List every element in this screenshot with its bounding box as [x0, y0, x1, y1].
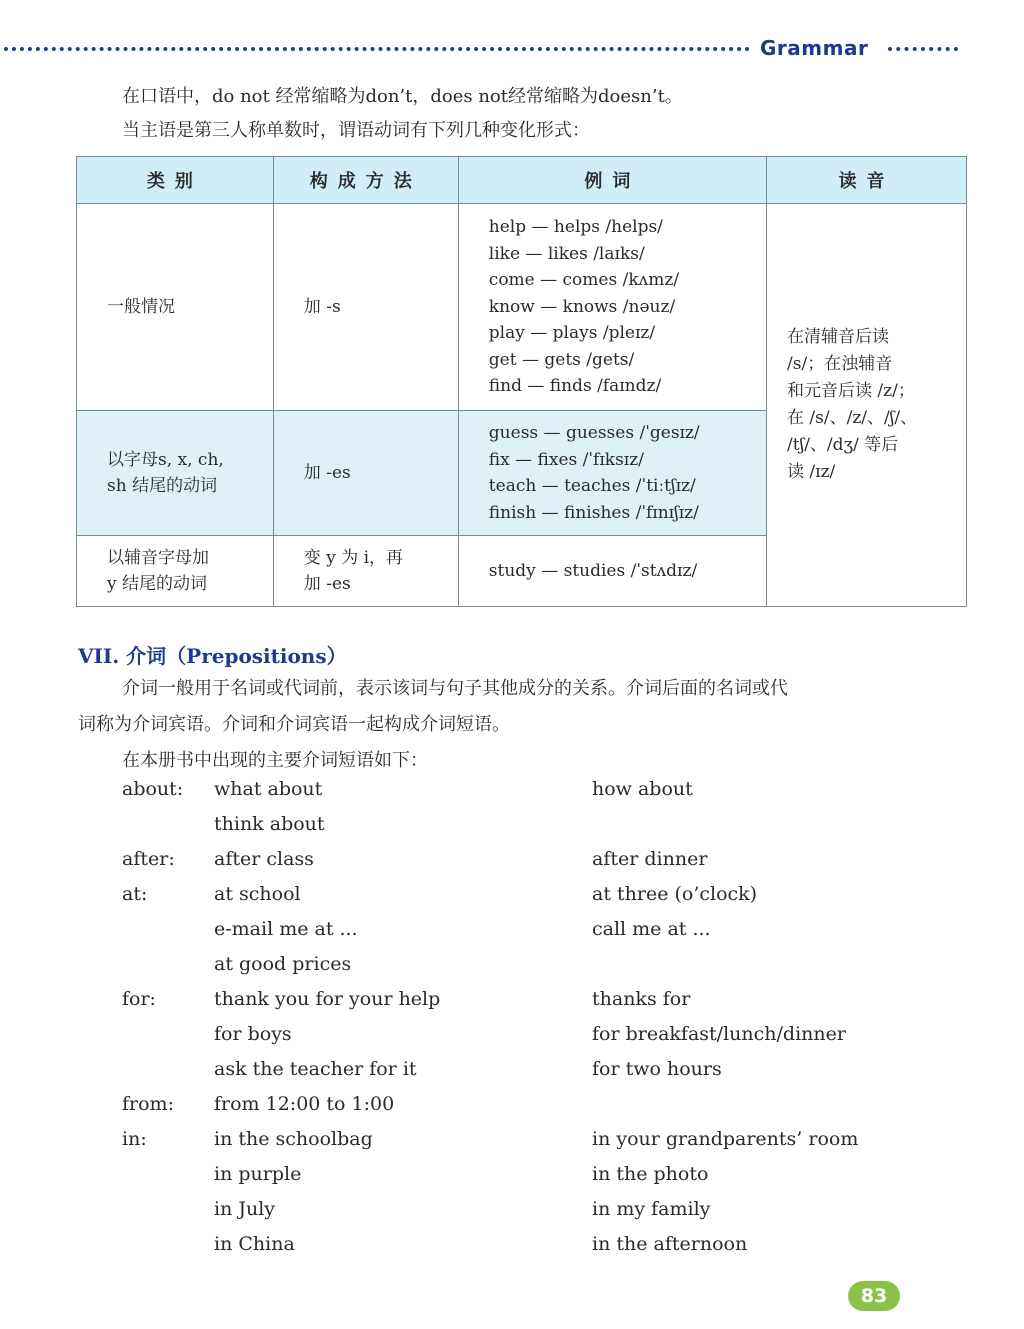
- method-text: 加 -s: [303, 297, 341, 317]
- phrase-col-2: in your grandparents’ room: [592, 1128, 859, 1150]
- preposition-key: for:: [122, 988, 156, 1010]
- phrase-col-1: thank you for your help: [214, 988, 441, 1010]
- table-header-row: [77, 157, 967, 204]
- phrase-col-1: in July: [214, 1198, 276, 1220]
- method-cell: [273, 411, 458, 536]
- list-item: [122, 1233, 982, 1268]
- phrase-col-2: call me at ...: [592, 918, 711, 940]
- phrase-col-1: in China: [214, 1233, 295, 1255]
- preposition-key: after:: [122, 848, 175, 870]
- category-cell: [77, 536, 274, 607]
- example-word: know — knows /nəuz/: [488, 296, 676, 317]
- list-item: [122, 1058, 982, 1093]
- list-item: [122, 1128, 982, 1163]
- list-item: [122, 988, 982, 1023]
- phrase-col-1: at good prices: [214, 953, 352, 975]
- header-method: 构成方法: [273, 157, 458, 204]
- category-text: 一般情况: [107, 297, 175, 317]
- examples-cell: [458, 536, 766, 607]
- phrase-col-1: at school: [214, 883, 301, 905]
- list-item: [122, 883, 982, 918]
- header-category: 类别: [77, 157, 274, 204]
- intro-line-1: 在口语中，do not 经常缩略为don’t，does not经常缩略为doesn’t。: [122, 86, 683, 107]
- pronunciation-line: /s/；在浊辅音: [787, 354, 893, 374]
- category-text: y 结尾的动词: [107, 574, 208, 594]
- page-number-badge: 83: [848, 1281, 900, 1311]
- verb-form-table: [76, 156, 967, 607]
- header-dotted-rule-right: [888, 47, 958, 51]
- page-header: [0, 36, 1024, 60]
- section-7-para-2: 词称为介词宾语。介词和介词宾语一起构成介词短语。: [78, 714, 510, 735]
- phrase-col-2: in the photo: [592, 1163, 709, 1185]
- list-item: [122, 813, 982, 848]
- pronunciation-line: 读 /ɪz/: [787, 462, 836, 482]
- header-dotted-rule-left: [4, 47, 750, 51]
- phrase-col-1: from 12:00 to 1:00: [214, 1093, 395, 1115]
- list-item: [122, 918, 982, 953]
- example-word: teach — teaches /ˈtiːtʃɪz/: [488, 476, 696, 496]
- preposition-key: about:: [122, 778, 184, 800]
- header-pronunciation: 读音: [767, 157, 967, 204]
- phrase-col-2: thanks for: [592, 988, 691, 1010]
- phrase-col-1: after class: [214, 848, 314, 870]
- method-text: 变 y 为 i，再: [303, 548, 404, 568]
- list-item: [122, 1163, 982, 1198]
- list-item: [122, 1198, 982, 1233]
- example-word: play — plays /pleɪz/: [488, 323, 656, 344]
- list-item: [122, 1023, 982, 1058]
- list-item: [122, 848, 982, 883]
- phrase-col-1: in purple: [214, 1163, 302, 1185]
- example-word: get — gets /gets/: [488, 349, 635, 370]
- pronunciation-cell: [767, 204, 967, 607]
- list-item: [122, 778, 982, 813]
- example-word: come — comes /kʌmz/: [488, 270, 680, 291]
- list-item: [122, 1093, 982, 1128]
- category-text: 以辅音字母加: [107, 548, 209, 568]
- pronunciation-line: 和元音后读 /z/；: [787, 381, 915, 401]
- list-item: [122, 953, 982, 988]
- preposition-key: from:: [122, 1093, 174, 1115]
- examples-cell: [458, 411, 766, 536]
- intro-line-2: 当主语是第三人称单数时，谓语动词有下列几种变化形式：: [122, 120, 590, 141]
- method-cell: [273, 204, 458, 411]
- pronunciation-line: 在清辅音后读: [787, 327, 890, 347]
- category-text: 以字母s, x, ch,: [107, 450, 224, 470]
- preposition-phrase-list: [122, 778, 982, 1268]
- preposition-key: in:: [122, 1128, 147, 1150]
- section-7-para-1: 介词一般用于名词或代词前，表示该词与句子其他成分的关系。介词后面的名词或代: [122, 678, 788, 699]
- example-word: help — helps /helps/: [488, 217, 663, 238]
- category-cell: [77, 204, 274, 411]
- phrase-col-1: in the schoolbag: [214, 1128, 373, 1150]
- phrase-col-2: for two hours: [592, 1058, 722, 1080]
- pronunciation-line: 在 /s/、/z/、/ʃ/、: [787, 408, 918, 428]
- category-cell: [77, 411, 274, 536]
- section-header-title: Grammar: [760, 36, 869, 60]
- section-7-title: VII. 介词（Prepositions）: [78, 644, 347, 668]
- example-word: study — studies /ˈstʌdɪz/: [488, 560, 698, 581]
- preposition-key: at:: [122, 883, 148, 905]
- section-7-para-3: 在本册书中出现的主要介词短语如下：: [122, 750, 428, 771]
- phrase-col-2: for breakfast/lunch/dinner: [592, 1023, 846, 1045]
- phrase-col-1: what about: [214, 778, 323, 800]
- example-word: fix — fixes /ˈfɪksɪz/: [488, 449, 644, 470]
- pronunciation-line: /tʃ/、/dʒ/ 等后: [787, 435, 899, 455]
- category-text: sh 结尾的动词: [107, 476, 218, 496]
- header-examples: 例词: [458, 157, 766, 204]
- phrase-col-2: in the afternoon: [592, 1233, 748, 1255]
- table-row: [77, 204, 967, 411]
- phrase-col-2: at three (o’clock): [592, 883, 758, 905]
- phrase-col-2: how about: [592, 778, 693, 800]
- method-text: 加 -es: [303, 463, 351, 483]
- phrase-col-2: in my family: [592, 1198, 711, 1220]
- example-word: find — finds /faɪndz/: [488, 376, 662, 397]
- example-word: finish — finishes /ˈfɪnɪʃɪz/: [488, 502, 699, 523]
- method-text: 加 -es: [303, 574, 351, 594]
- phrase-col-1: ask the teacher for it: [214, 1058, 417, 1080]
- example-word: guess — guesses /ˈgesɪz/: [488, 423, 700, 443]
- method-cell: [273, 536, 458, 607]
- phrase-col-2: after dinner: [592, 848, 708, 870]
- phrase-col-1: for boys: [214, 1023, 292, 1045]
- phrase-col-1: think about: [214, 813, 325, 835]
- phrase-col-1: e-mail me at ...: [214, 918, 358, 940]
- examples-cell: [458, 204, 766, 411]
- example-word: like — likes /laɪks/: [488, 243, 645, 264]
